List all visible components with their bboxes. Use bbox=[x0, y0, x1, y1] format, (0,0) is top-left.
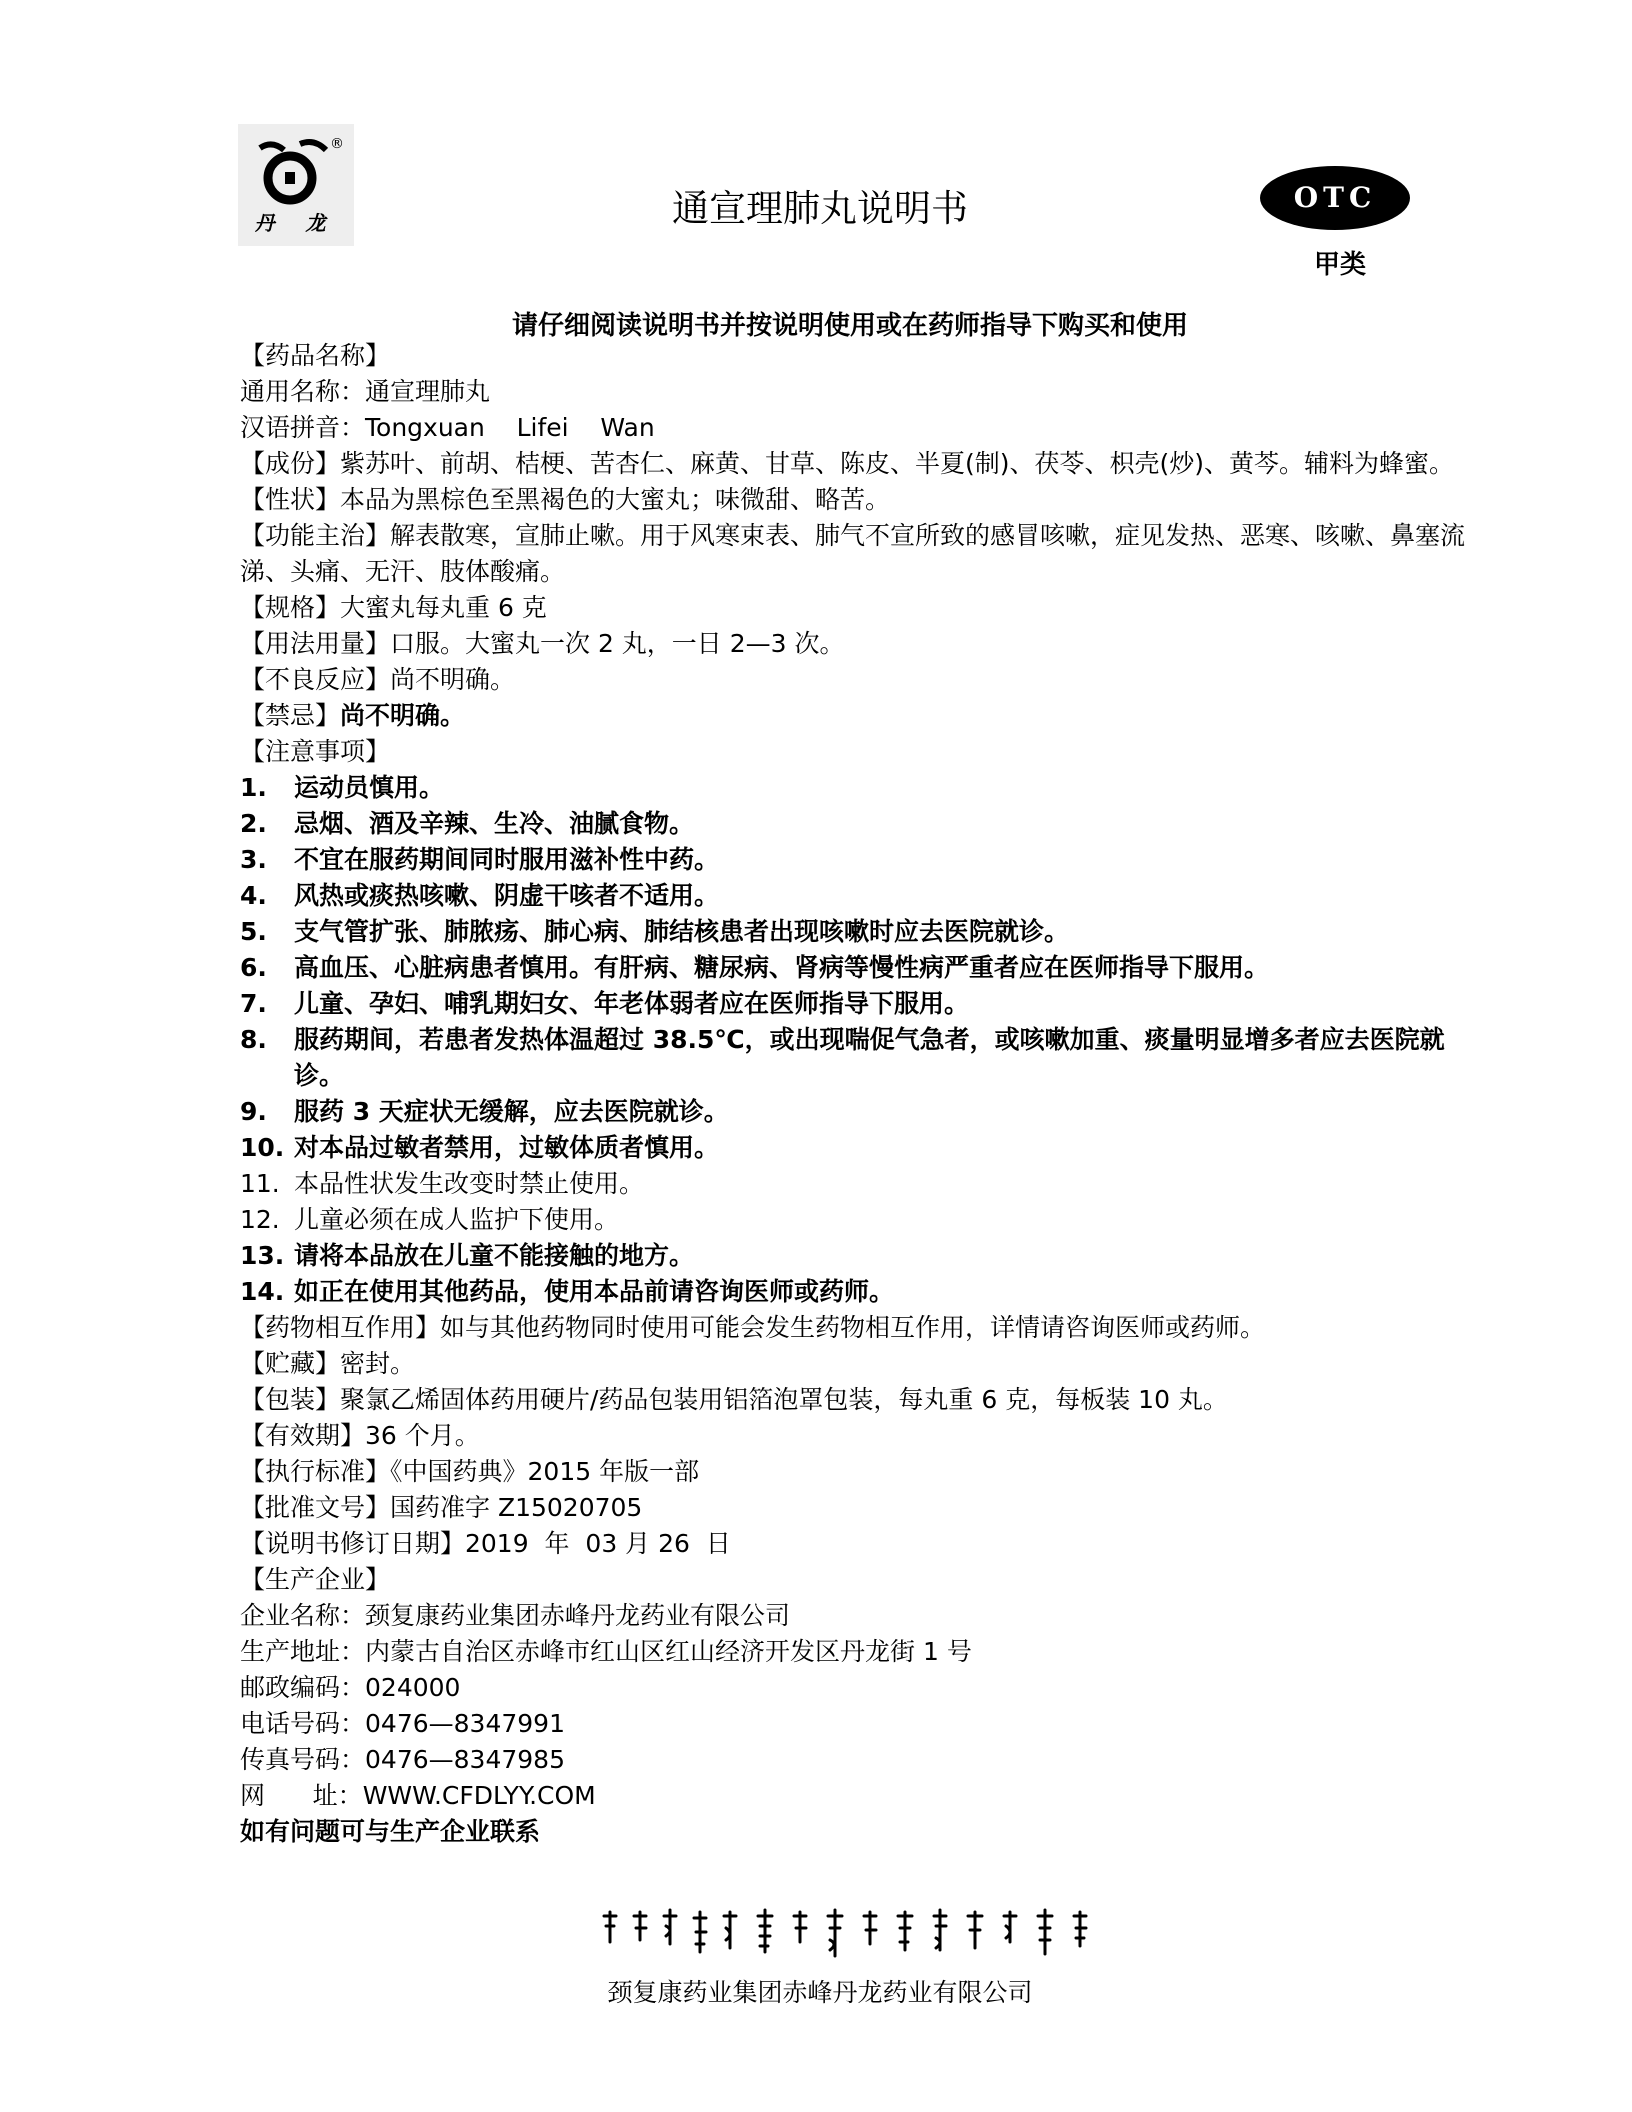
logo-text: 丹 龙 bbox=[254, 211, 338, 235]
pinyin-name: 汉语拼音：Tongxuan Lifei Wan bbox=[240, 413, 655, 442]
validity: 【有效期】36 个月。 bbox=[240, 1421, 480, 1450]
precautions-list bbox=[240, 770, 1465, 1310]
adverse-reactions: 【不良反应】尚不明确。 bbox=[240, 665, 516, 694]
precaution-number: 12. bbox=[240, 1205, 280, 1234]
precaution-number: 8. bbox=[240, 1025, 267, 1054]
website-url: WWW.CFDLYY.COM bbox=[362, 1781, 596, 1810]
company-address: 内蒙古自治区赤峰市红山区红山经济开发区丹龙街 1 号 bbox=[365, 1637, 972, 1666]
precaution-text: 运动员慎用。 bbox=[294, 773, 445, 802]
fax-line bbox=[240, 1742, 1465, 1778]
leaflet-content bbox=[240, 338, 1465, 1850]
website-line bbox=[240, 1778, 1465, 1814]
company-address-line bbox=[240, 1634, 1465, 1670]
company-address-label: 生产地址： bbox=[240, 1637, 366, 1666]
precaution-text: 服药期间，若患者发热体温超过 38.5℃，或出现喘促气急者，或咳嗽加重、痰量明显增多者应去医院就诊。 bbox=[294, 1025, 1445, 1090]
fax-number: 0476—8347985 bbox=[365, 1745, 565, 1774]
storage: 【贮藏】密封。 bbox=[240, 1349, 416, 1378]
precaution-item bbox=[240, 950, 1465, 986]
indications: 【功能主治】解表散寒，宣肺止嗽。用于风寒束表、肺气不宣所致的感冒咳嗽，症见发热、恶寒、咳嗽、鼻塞流涕、头痛、无汗、肢体酸痛。 bbox=[240, 521, 1466, 586]
postcode: 024000 bbox=[365, 1673, 461, 1702]
phone-number: 0476—8347991 bbox=[365, 1709, 565, 1738]
precaution-number: 4. bbox=[240, 881, 267, 910]
precaution-number: 2. bbox=[240, 809, 267, 838]
precaution-item bbox=[240, 1238, 1465, 1274]
company-logo bbox=[238, 124, 354, 246]
generic-name: 通用名称：通宣理肺丸 bbox=[240, 377, 491, 406]
contraindications bbox=[240, 698, 1465, 734]
postcode-label: 邮政编码： bbox=[240, 1673, 366, 1702]
precaution-item bbox=[240, 1202, 1465, 1238]
phone-line bbox=[240, 1706, 1465, 1742]
precaution-text: 儿童必须在成人监护下使用。 bbox=[294, 1205, 620, 1234]
footer-company-name: 颈复康药业集团赤峰丹龙药业有限公司 bbox=[607, 1978, 1033, 2007]
specification: 【规格】大蜜丸每丸重 6 克 bbox=[240, 593, 547, 622]
dragon-logo-icon bbox=[252, 138, 342, 208]
usage-warning: 请仔细阅读说明书并按说明使用或在药师指导下购买和使用 bbox=[511, 311, 1188, 341]
precaution-number: 3. bbox=[240, 845, 267, 874]
precaution-item bbox=[240, 770, 1465, 806]
description: 【性状】本品为黑棕色至黑褐色的大蜜丸；味微甜、略苦。 bbox=[240, 485, 891, 514]
precautions-header: 【注意事项】 bbox=[240, 737, 391, 766]
manufacturer-header: 【生产企业】 bbox=[240, 1565, 391, 1594]
company-name-line bbox=[240, 1598, 1465, 1634]
company-name: 颈复康药业集团赤峰丹龙药业有限公司 bbox=[365, 1601, 791, 1630]
execution-standard: 【执行标准】《中国药典》2015 年版一部 bbox=[240, 1457, 700, 1486]
fax-label: 传真号码： bbox=[240, 1745, 366, 1774]
precaution-number: 1. bbox=[240, 773, 267, 802]
contraindications-text: 尚不明确。 bbox=[340, 701, 466, 730]
otc-badge: OTC bbox=[1260, 166, 1410, 230]
otc-class: 甲类 bbox=[1313, 250, 1366, 280]
dosage: 【用法用量】口服。大蜜丸一次 2 丸，一日 2—3 次。 bbox=[240, 629, 845, 658]
precaution-text: 支气管扩张、肺脓疡、肺心病、肺结核患者出现咳嗽时应去医院就诊。 bbox=[294, 917, 1070, 946]
precaution-item bbox=[240, 1166, 1465, 1202]
precaution-item bbox=[240, 878, 1465, 914]
precaution-number: 13. bbox=[240, 1241, 285, 1270]
mongolian-script-line bbox=[600, 1902, 1120, 1966]
registered-mark: ® bbox=[330, 136, 344, 152]
precaution-number: 14. bbox=[240, 1277, 285, 1306]
precaution-text: 如正在使用其他药品，使用本品前请咨询医师或药师。 bbox=[294, 1277, 895, 1306]
ingredients: 【成份】紫苏叶、前胡、桔梗、苦杏仁、麻黄、甘草、陈皮、半夏(制)、茯苓、枳壳(炒)、黄芩。辅料为蜂蜜。 bbox=[240, 449, 1455, 478]
contact-note: 如有问题可与生产企业联系 bbox=[240, 1817, 541, 1846]
precaution-item bbox=[240, 986, 1465, 1022]
phone-label: 电话号码： bbox=[240, 1709, 366, 1738]
precaution-item bbox=[240, 914, 1465, 950]
precaution-text: 本品性状发生改变时禁止使用。 bbox=[294, 1169, 645, 1198]
precaution-text: 服药 3 天症状无缓解，应去医院就诊。 bbox=[294, 1097, 729, 1126]
precaution-item bbox=[240, 1130, 1465, 1166]
precaution-number: 11. bbox=[240, 1169, 280, 1198]
revision-date: 【说明书修订日期】2019 年 03 月 26 日 bbox=[240, 1529, 731, 1558]
drug-name-header: 【药品名称】 bbox=[240, 341, 391, 370]
contraindications-label: 【禁忌】 bbox=[240, 701, 341, 730]
precaution-item bbox=[240, 1274, 1465, 1310]
precaution-number: 5. bbox=[240, 917, 267, 946]
precaution-item bbox=[240, 1094, 1465, 1130]
package: 【包装】聚氯乙烯固体药用硬片/药品包装用铝箔泡罩包装，每丸重 6 克，每板装 10 丸。 bbox=[240, 1385, 1228, 1414]
company-name-label: 企业名称： bbox=[240, 1601, 366, 1630]
precaution-text: 儿童、孕妇、哺乳期妇女、年老体弱者应在医师指导下服用。 bbox=[294, 989, 970, 1018]
page-title: 通宣理肺丸说明书 bbox=[672, 187, 968, 230]
precaution-text: 高血压、心脏病患者慎用。有肝病、糖尿病、肾病等慢性病严重者应在医师指导下服用。 bbox=[294, 953, 1270, 982]
precaution-text: 对本品过敏者禁用，过敏体质者慎用。 bbox=[294, 1133, 720, 1162]
precaution-text: 风热或痰热咳嗽、阴虚干咳者不适用。 bbox=[294, 881, 720, 910]
precaution-item bbox=[240, 806, 1465, 842]
precaution-number: 7. bbox=[240, 989, 267, 1018]
precaution-text: 不宜在服药期间同时服用滋补性中药。 bbox=[294, 845, 720, 874]
approval-number: 【批准文号】国药准字 Z15020705 bbox=[240, 1493, 643, 1522]
postcode-line bbox=[240, 1670, 1465, 1706]
precaution-text: 请将本品放在儿童不能接触的地方。 bbox=[294, 1241, 695, 1270]
precaution-item bbox=[240, 1022, 1465, 1094]
website-label: 网 址： bbox=[240, 1781, 363, 1810]
precaution-text: 忌烟、酒及辛辣、生冷、油腻食物。 bbox=[294, 809, 695, 838]
precaution-number: 6. bbox=[240, 953, 267, 982]
precaution-number: 9. bbox=[240, 1097, 267, 1126]
drug-interactions: 【药物相互作用】如与其他药物同时使用可能会发生药物相互作用，详情请咨询医师或药师。 bbox=[240, 1313, 1266, 1342]
precaution-number: 10. bbox=[240, 1133, 285, 1162]
precaution-item bbox=[240, 842, 1465, 878]
